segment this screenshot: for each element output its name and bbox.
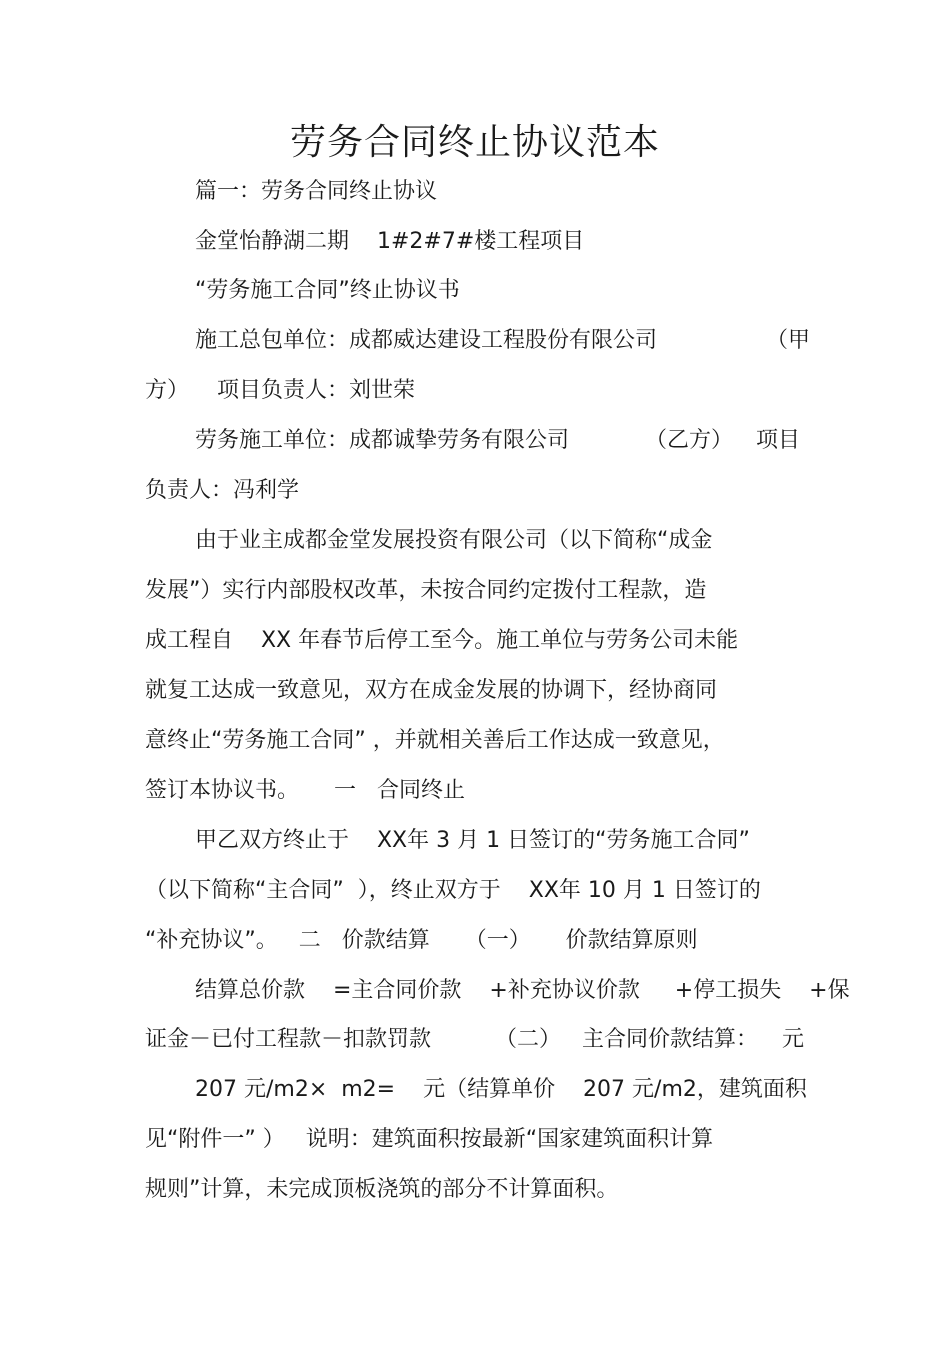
- text-line-2: 金堂怡静湖二期 1#2#7#楼工程项目: [195, 229, 585, 254]
- text-line-17: 结算总价款 =主合同价款 +补充协议价款 +停工损失 +保: [195, 978, 850, 1003]
- text-line-6-party: （乙方）: [645, 428, 734, 453]
- text-line-6: 劳务施工单位：成都诚挚劳务有限公司: [195, 428, 570, 453]
- text-line-10: 成工程自 XX 年春节后停工至今。施工单位与劳务公司未能: [145, 628, 739, 653]
- text-line-1: 篇一：劳务合同终止协议: [195, 179, 438, 204]
- text-line-16: “补充协议”。 二 价款结算 （一） 价款结算原则: [145, 928, 698, 953]
- text-line-11: 就复工达成一致意见，双方在成金发展的协调下，经协商同: [145, 678, 718, 703]
- text-line-8: 由于业主成都金堂发展投资有限公司（以下简称“成金: [195, 528, 713, 553]
- text-line-18: 证金－已付工程款－扣款罚款: [145, 1027, 432, 1052]
- text-line-20: 见“附件一” ） 说明：建筑面积按最新“国家建筑面积计算: [145, 1127, 714, 1152]
- text-line-3: “劳务施工合同”终止协议书: [195, 278, 460, 303]
- text-line-7: 负责人：冯利学: [145, 478, 300, 503]
- text-line-5: 方） 项目负责人：刘世荣: [145, 378, 415, 403]
- document-title: 劳务合同终止协议范本: [289, 122, 660, 163]
- text-line-9: 发展”）实行内部股权改革，未按合同约定拨付工程款，造: [145, 578, 707, 603]
- text-line-4: 施工总包单位：成都威达建设工程股份有限公司: [195, 328, 658, 353]
- text-line-15: （以下简称“主合同” ），终止双方于 XX年 10 月 1 日签订的: [145, 878, 761, 903]
- text-line-18-end: 元: [782, 1027, 805, 1052]
- text-line-4-end: （甲: [766, 328, 811, 353]
- text-line-14: 甲乙双方终止于 XX年 3 月 1 日签订的“劳务施工合同”: [195, 828, 750, 853]
- text-line-19: 207 元/m2× m2= 元（结算单价 207 元/m2，建筑面积: [195, 1077, 807, 1102]
- text-line-13: 签订本协议书。 一 合同终止: [145, 778, 465, 803]
- text-line-18-section: （二） 主合同价款结算：: [495, 1027, 758, 1052]
- text-line-6-end: 项目: [756, 428, 801, 453]
- text-line-12: 意终止“劳务施工合同” ，并就相关善后工作达成一致意见，: [145, 728, 725, 753]
- text-line-21: 规则”计算，未完成顶板浇筑的部分不计算面积。: [145, 1177, 619, 1202]
